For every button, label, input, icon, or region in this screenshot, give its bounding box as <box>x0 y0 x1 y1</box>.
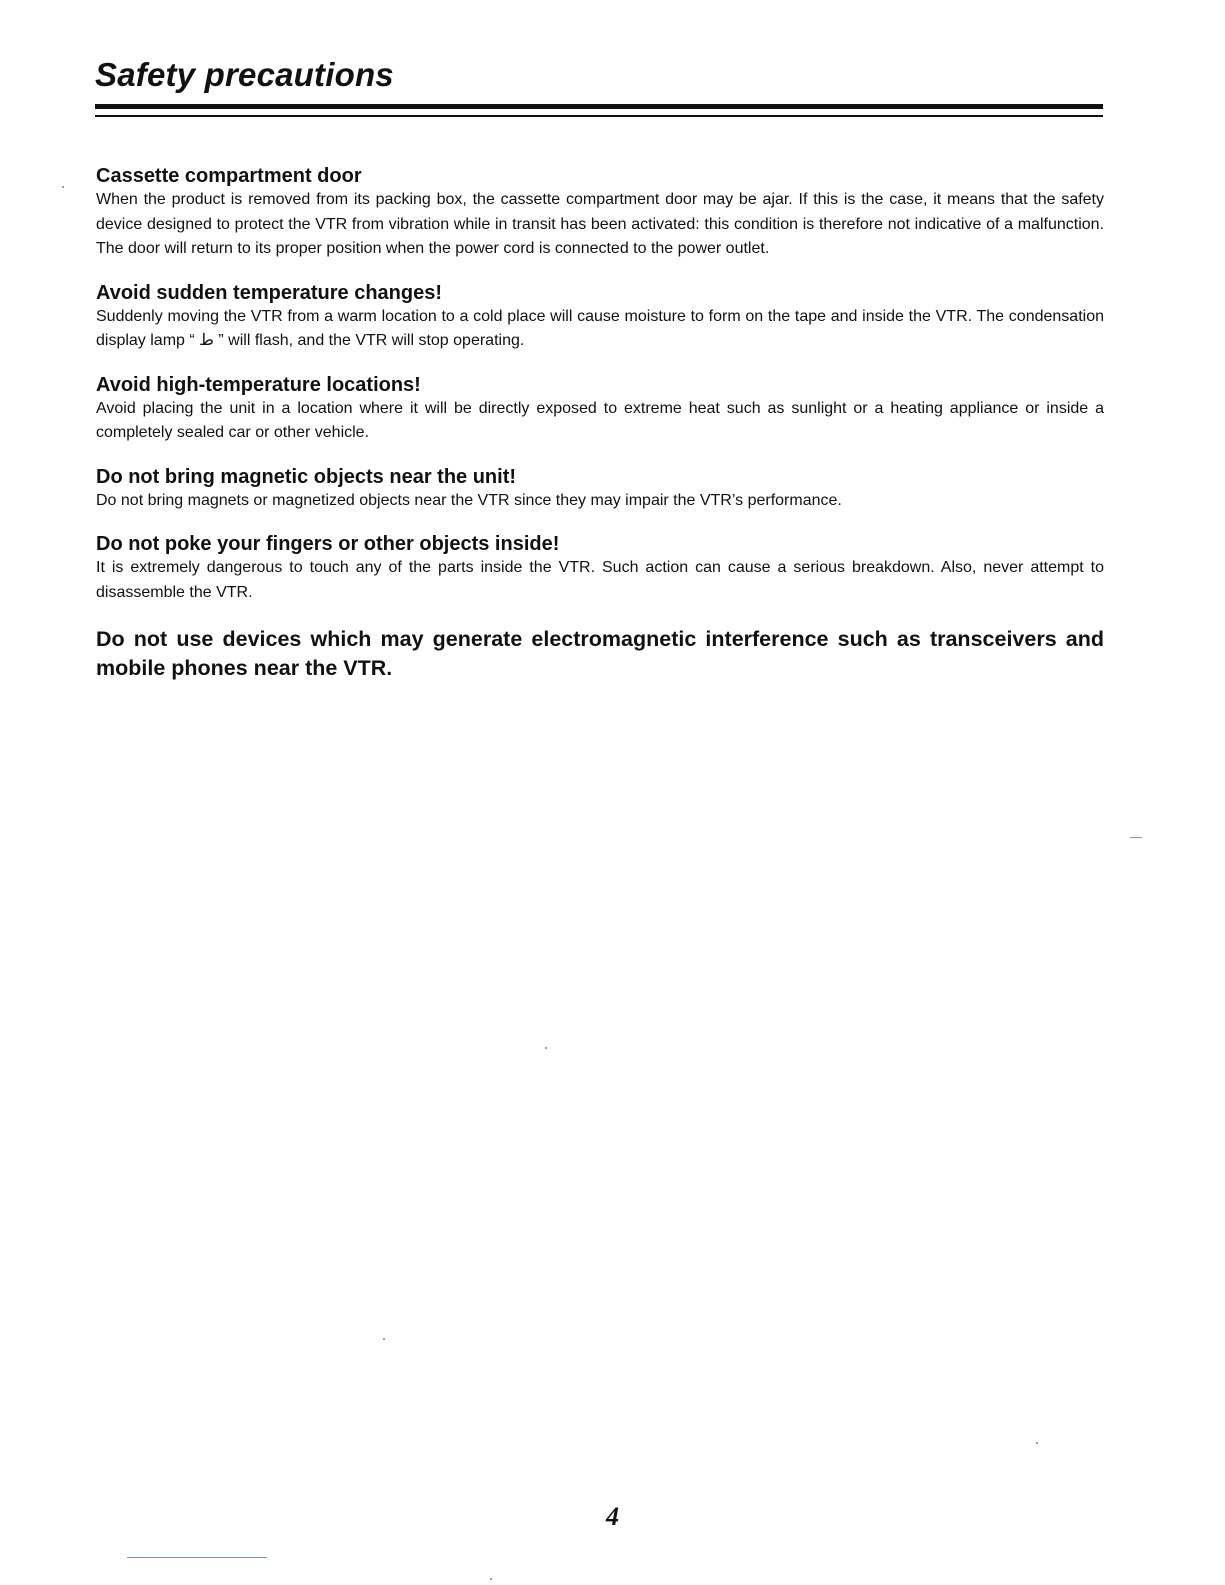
section-cassette-door <box>96 164 1104 262</box>
section-body: When the product is removed from its packing box, the cassette compartment door may be ajar. If this is the case, it means that the safety device designed to protect the VTR from vibration while in transit has been activated: this condition is therefore not indicative of a malfunction. The door will return to its proper position when the power cord is connected to the power outlet. <box>96 191 1104 257</box>
precautions-list <box>96 164 1104 683</box>
scan-speck <box>1036 1442 1038 1444</box>
section-heading: Avoid sudden temperature changes! <box>96 281 442 304</box>
section-body: Do not bring magnets or magnetized objects near the VTR since they may impair the VTR’s performance. <box>96 491 842 509</box>
section-magnetic-objects <box>96 465 1104 514</box>
section-body: Suddenly moving the VTR from a warm location to a cold place will cause moisture to form on the tape and inside the VTR. The condensation display lamp “ ط ” will flash, and the VTR will stop operating. <box>96 307 1104 349</box>
scan-speck <box>62 186 64 188</box>
title-rule-thin <box>95 115 1103 117</box>
section-body: It is extremely dangerous to touch any of the parts inside the VTR. Such action can cause a serious breakdown. Also, never attempt to disassemble the VTR. <box>96 559 1104 601</box>
page-title: Safety precautions <box>95 56 394 93</box>
section-high-temperature <box>96 373 1104 446</box>
interference-warning: Do not use devices which may generate electromagnetic interference such as transceivers and mobile phones near the VTR. <box>96 627 1104 680</box>
section-body: Avoid placing the unit in a location where it will be directly exposed to extreme heat such as sunlight or a heating appliance or inside a completely sealed car or other vehicle. <box>96 399 1104 441</box>
section-heading: Avoid high-temperature locations! <box>96 373 421 396</box>
section-temperature-changes <box>96 281 1104 354</box>
section-heading: Do not bring magnetic objects near the unit! <box>96 465 517 488</box>
scan-speck <box>383 1338 385 1340</box>
section-heading: Do not poke your fingers or other objects inside! <box>96 533 560 555</box>
title-rule-thick <box>95 104 1103 109</box>
scan-line <box>127 1557 267 1558</box>
section-heading: Cassette compartment door <box>96 165 362 187</box>
scan-speck <box>1130 837 1142 838</box>
scan-speck <box>545 1047 547 1049</box>
section-fingers-objects <box>96 532 1104 605</box>
page-number: 4 <box>606 1502 619 1531</box>
scan-speck <box>490 1578 492 1580</box>
